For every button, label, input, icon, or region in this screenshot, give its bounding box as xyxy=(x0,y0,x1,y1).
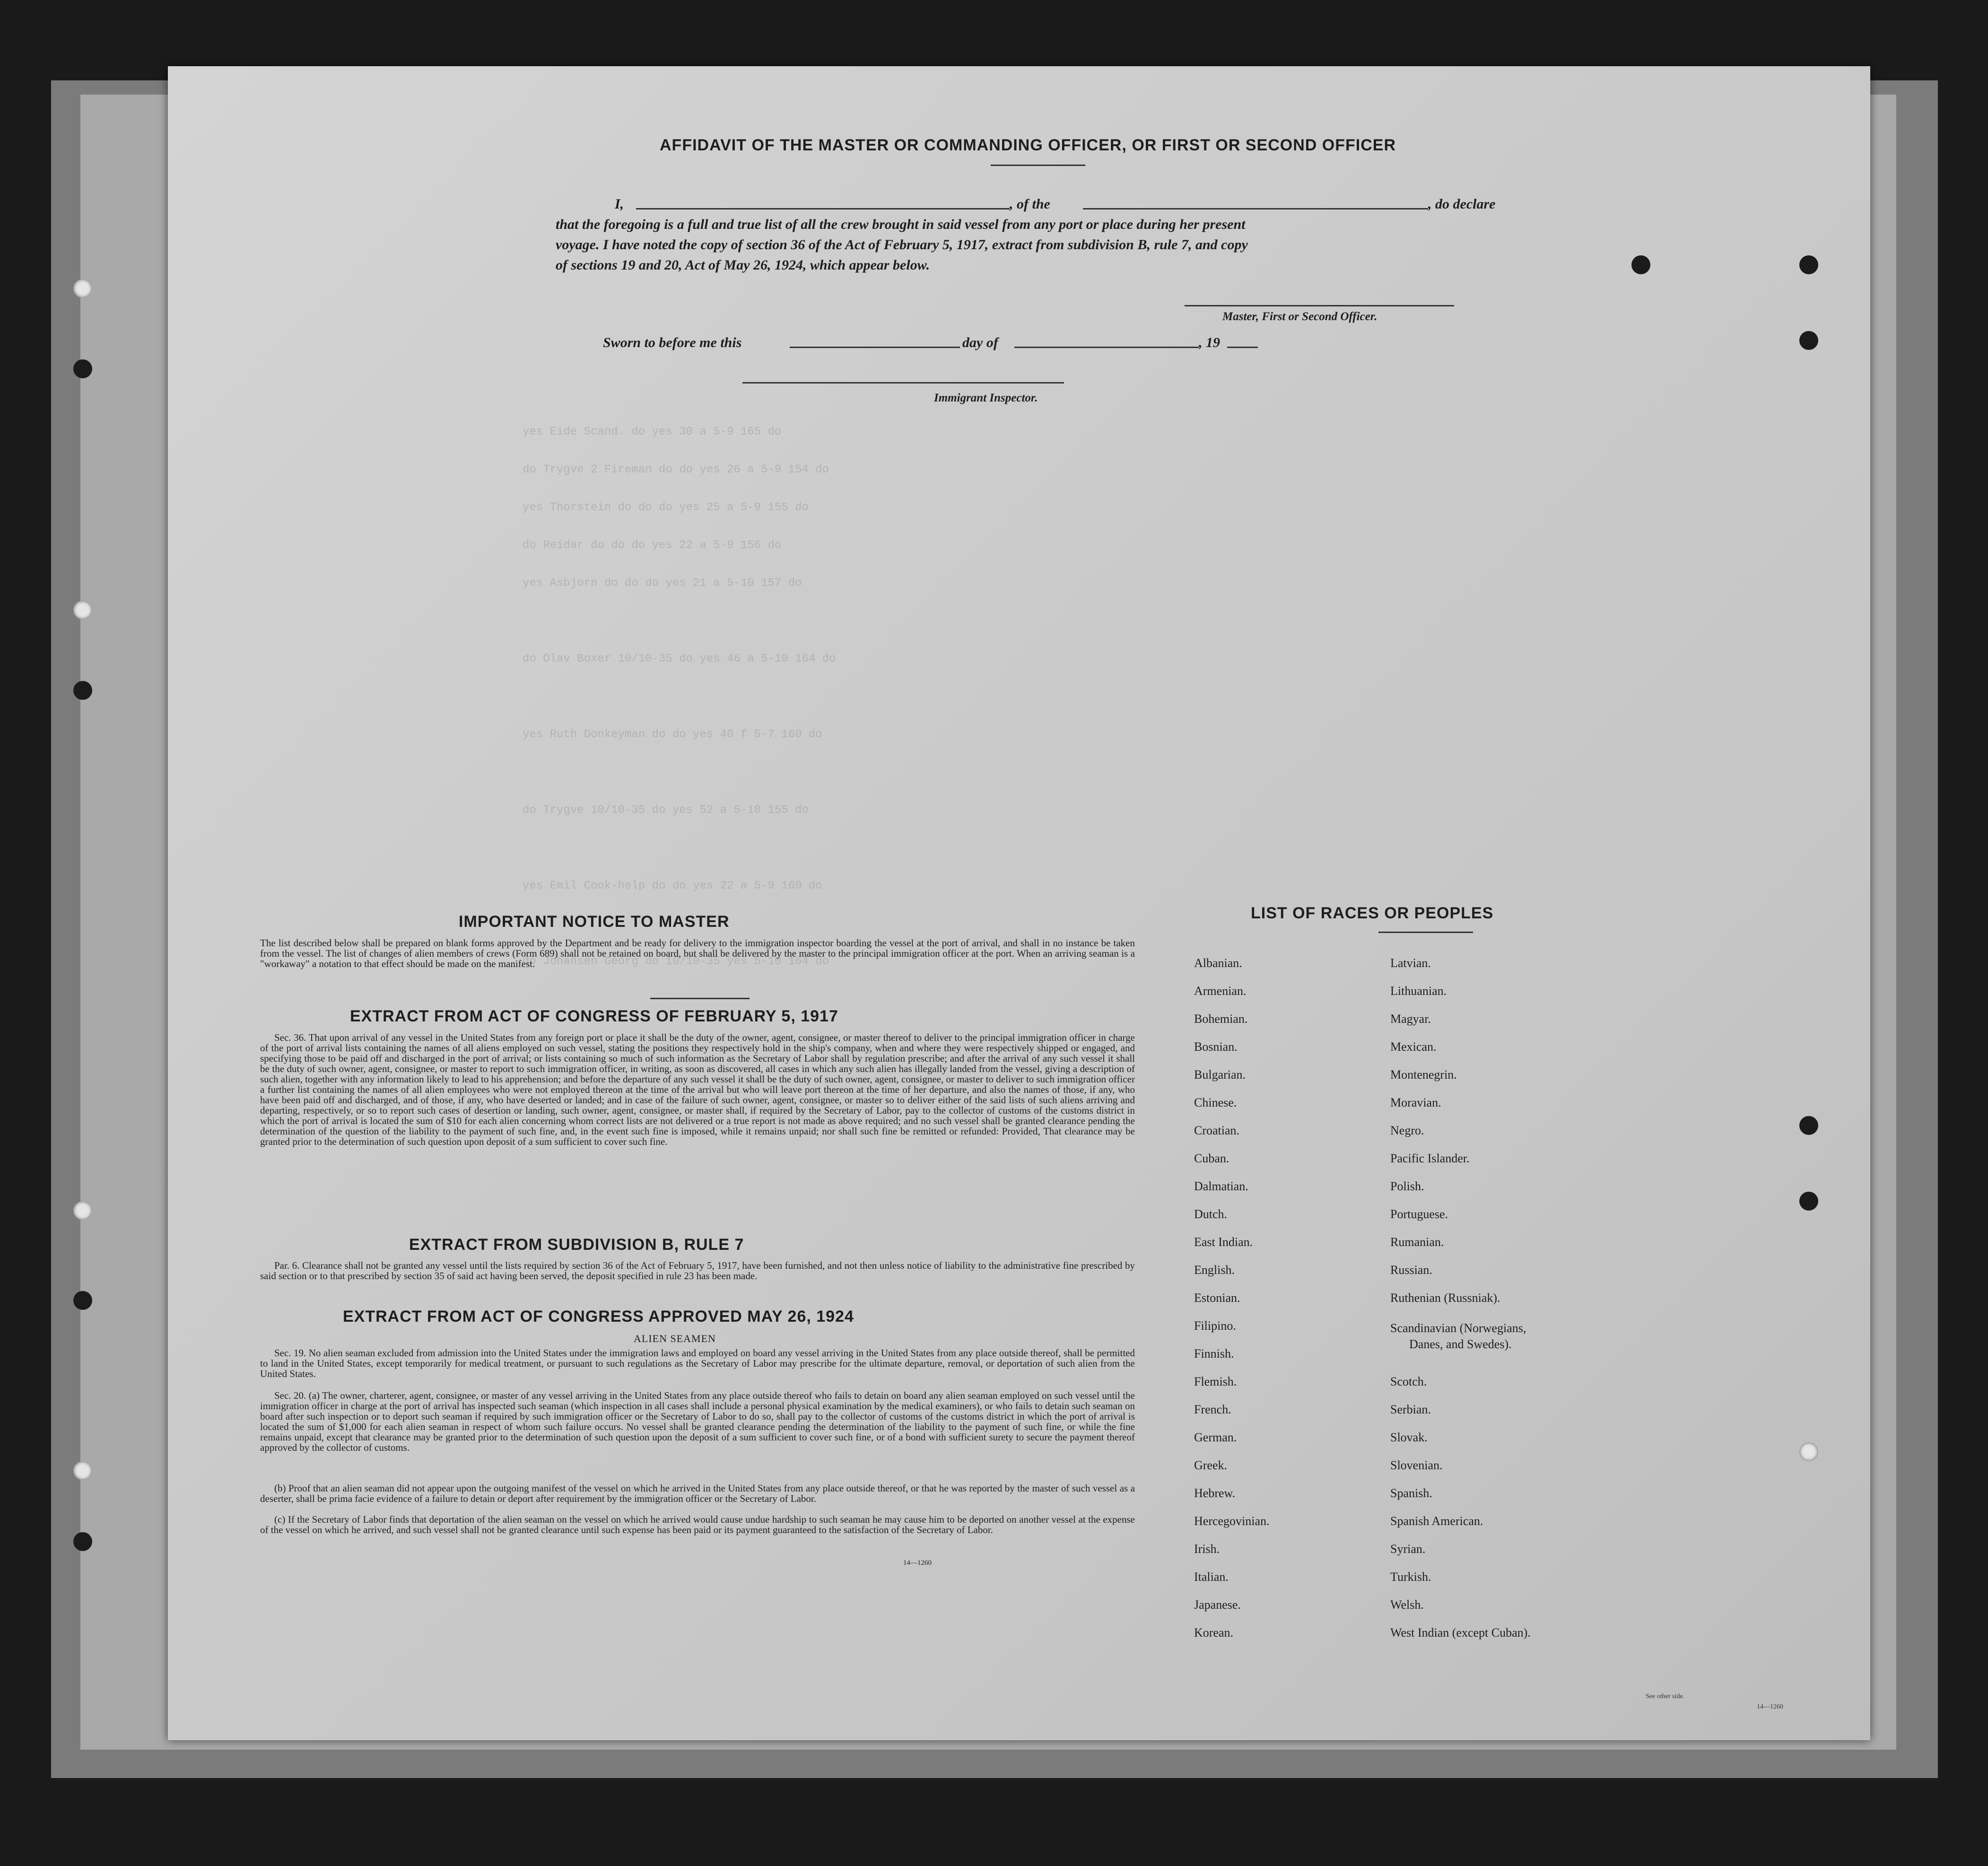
inspector-signature-field[interactable] xyxy=(742,382,1064,384)
punch-hole-icon xyxy=(1799,1442,1818,1461)
master-signature-field[interactable] xyxy=(1185,305,1454,306)
affidavit-of-the: , of the xyxy=(1010,196,1050,212)
races-underline xyxy=(1378,932,1473,933)
extract-rule7-title: EXTRACT FROM SUBDIVISION B, RULE 7 xyxy=(409,1236,744,1254)
affidavit-line-2: that the foregoing is a full and true list of all the crew brought in said vessel from any port or place during her present xyxy=(556,217,1246,232)
title-underline xyxy=(991,165,1085,166)
bleed-through-row: do Johansen Georg do 10/10-35 yes 5-10 164 do xyxy=(523,955,829,968)
bleed-through-row: do Reidar do do do yes 22 a 5-9 156 do xyxy=(523,539,782,552)
race-item: Dalmatian. xyxy=(1194,1179,1248,1193)
extract-1924-sec20b: (b) Proof that an alien seaman did not appear upon the outgoing manifest of the vessel on which he arrived in the United States from any place outside thereof, or that he was reported by the master of such vessel as a deserter, shall be prima facie evidence of a failure to detain or deport after requirement by the immigration officer or the Secretary of Labor. xyxy=(260,1482,1135,1504)
race-item: Flemish. xyxy=(1194,1375,1237,1388)
race-item: Greek. xyxy=(1194,1458,1228,1472)
extract-1917-title: EXTRACT FROM ACT OF CONGRESS OF FEBRUARY 5, 1917 xyxy=(350,1007,838,1025)
notice-body: The list described below shall be prepared on blank forms approved by the Department and be ready for delivery to the immigration inspector boarding the vessel at the port of arrival, and shall in no instance be taken from the vessel. The list of changes of alien members of crews (Form 689) shall not be retained on board, but shall be delivered by the master to the principal immigration officer at the port. When an arriving seaman is a "workaway" a notation to that effect should be made on the manifest. xyxy=(260,937,1135,969)
race-item: Slovak. xyxy=(1390,1430,1428,1444)
race-item: Turkish. xyxy=(1390,1570,1431,1584)
punch-hole-icon xyxy=(1631,255,1650,274)
race-item: Irish. xyxy=(1194,1542,1220,1556)
race-item: Lithuanian. xyxy=(1390,984,1447,998)
binder-hole-icon xyxy=(73,1532,92,1551)
race-item: Slovenian. xyxy=(1390,1458,1443,1472)
day-of-label: day of xyxy=(962,335,998,350)
bleed-through-row: do Trygve 10/10-35 do yes 52 a 5-10 155 do xyxy=(523,804,809,817)
binder-hole-icon xyxy=(73,1201,92,1220)
sworn-month-field[interactable] xyxy=(1014,347,1199,348)
binder-hole-icon xyxy=(73,1291,92,1310)
bleed-through-row: yes Thorstein do do do yes 25 a 5-9 155 do xyxy=(523,501,809,514)
race-item: Welsh. xyxy=(1390,1598,1424,1612)
race-item: Hercegovinian. xyxy=(1194,1514,1270,1528)
race-item: Croatian. xyxy=(1194,1124,1240,1137)
sworn-year-field[interactable] xyxy=(1227,347,1258,348)
race-item: Rumanian. xyxy=(1390,1235,1444,1249)
race-item: Mexican. xyxy=(1390,1040,1437,1054)
bleed-through-row: yes Emil Cook-help do do yes 22 a 5-9 160 do xyxy=(523,880,822,892)
race-item: East Indian. xyxy=(1194,1235,1253,1249)
affidavit-declare: , do declare xyxy=(1428,196,1496,212)
race-item-continued: Danes, and Swedes). xyxy=(1409,1337,1512,1351)
sworn-label: Sworn to before me this xyxy=(603,335,742,350)
binder-hole-icon xyxy=(73,359,92,378)
name-blank-field[interactable] xyxy=(636,208,1010,209)
race-item: Dutch. xyxy=(1194,1207,1228,1221)
punch-hole-icon xyxy=(1799,331,1818,350)
race-item: Bosnian. xyxy=(1194,1040,1238,1054)
race-item: Scandinavian (Norwegians, xyxy=(1390,1321,1526,1335)
race-item: Negro. xyxy=(1390,1124,1424,1137)
race-item: Spanish American. xyxy=(1390,1514,1483,1528)
race-item: Ruthenian (Russniak). xyxy=(1390,1291,1500,1305)
race-item: Hebrew. xyxy=(1194,1486,1236,1500)
race-item: Chinese. xyxy=(1194,1096,1237,1109)
notice-title: IMPORTANT NOTICE TO MASTER xyxy=(459,913,730,931)
form-number-corner: 14—1260 xyxy=(1757,1703,1783,1710)
race-item: Magyar. xyxy=(1390,1012,1431,1026)
race-item: Armenian. xyxy=(1194,984,1247,998)
affidavit-title: AFFIDAVIT OF THE MASTER OR COMMANDING OFFICER, OR FIRST OR SECOND OFFICER xyxy=(660,136,1396,154)
race-item: Japanese. xyxy=(1194,1598,1241,1612)
extract-1924-sec19: Sec. 19. No alien seaman excluded from admission into the United States under the immigration laws and employed on board any vessel arriving in the United States from any place outside thereof, shall be permitted to land in the United States, except temporarily for medical treatment, or pursuant to such regulations as the Secretary of Labor may prescribe for the ultimate departure, removal, or deportation of such alien from the United States. xyxy=(260,1347,1135,1379)
race-item: English. xyxy=(1194,1263,1235,1277)
race-item: West Indian (except Cuban). xyxy=(1390,1626,1531,1639)
binder-hole-icon xyxy=(73,601,92,619)
race-item: Serbian. xyxy=(1390,1403,1431,1416)
extract-1924-title: EXTRACT FROM ACT OF CONGRESS APPROVED MAY 26, 1924 xyxy=(343,1308,854,1325)
extract-1924-sec20c: (c) If the Secretary of Labor finds that deportation of the alien seaman on the vessel on which he arrived would cause undue hardship to such seaman he may cause him to be deported on another vessel at the expense of the vessel on which he arrived, and such vessel shall not be granted clearance until such expense has been paid or its payment guaranteed to the satisfaction of the Secretary of Labor. xyxy=(260,1514,1135,1535)
bleed-through-row: do Olav Boxer 10/10-35 do yes 46 a 5-10 164 do xyxy=(523,653,836,665)
race-item: Filipino. xyxy=(1194,1319,1236,1333)
binder-hole-icon xyxy=(73,681,92,700)
race-item: Bohemian. xyxy=(1194,1012,1248,1026)
race-item: Syrian. xyxy=(1390,1542,1426,1556)
race-item: Russian. xyxy=(1390,1263,1432,1277)
race-item: Italian. xyxy=(1194,1570,1229,1584)
race-item: Estonian. xyxy=(1194,1291,1240,1305)
race-item: Polish. xyxy=(1390,1179,1424,1193)
affidavit-line-4: of sections 19 and 20, Act of May 26, 1924, which appear below. xyxy=(556,257,930,273)
binder-hole-icon xyxy=(73,279,92,298)
see-other-side: See other side. xyxy=(1646,1693,1685,1700)
race-item: Montenegrin. xyxy=(1390,1068,1457,1081)
punch-hole-icon xyxy=(1799,1116,1818,1135)
races-title: LIST OF RACES OR PEOPLES xyxy=(1251,904,1494,922)
extract-rule7-body: Par. 6. Clearance shall not be granted any vessel until the lists required by section 36 of the Act of February 5, 1917, have been furnished, and not then unless notice of liability to the administrative fine prescribed by said section or to that prescribed by section 35 of said act having been served, the deposit specified in rule 23 has been made. xyxy=(260,1260,1135,1282)
punch-hole-icon xyxy=(1799,255,1818,274)
race-item: Scotch. xyxy=(1390,1375,1427,1388)
section-divider xyxy=(650,998,750,999)
race-item: Latvian. xyxy=(1390,956,1431,970)
year-label: , 19 xyxy=(1199,335,1220,350)
race-item: Moravian. xyxy=(1390,1096,1441,1109)
race-item: Korean. xyxy=(1194,1626,1234,1639)
race-item: Pacific Islander. xyxy=(1390,1151,1470,1165)
race-item: Cuban. xyxy=(1194,1151,1229,1165)
extract-1917-body: Sec. 36. That upon arrival of any vessel in the United States from any foreign port or place it shall be the duty of the owner, agent, consignee, or master thereof to deliver to the principal immigration officer in charge of the port of arrival lists containing the names of all aliens employed on such vessel, stating the positions they respectively hold in the ship's company, when and where they were respectively shipped or engaged, and specifying those to be paid off and discharged in the port of arrival; or lists containing so much of such information as the Secretary of Labor shall by regulation prescribe; and after the arrival of any such vessel it shall be the duty of such owner, agent, consignee, or master to report to such immigration officer, in writing, as soon as discovered, all cases in which any such alien has illegally landed from the vessel, giving a description of such alien, together with any information likely to lead to his apprehension; and before the departure of any such vessel it shall be the duty of such owner, agent, consignee, or master to deliver to such immigration officer a further list containing the names of all alien employees who were not employed thereon at the time of the arrival but who will leave port thereon at the time of her departure, and also the names of those, if any, who have been paid off and discharged, and of those, if any, who have deserted or landed; and in case of the failure of such owner, agent, consignee, or master so to deliver either of the said lists of such aliens arriving and departing, respectively, or so to report such cases of desertion or landing, such owner, agent, consignee, or master shall, if required by the Secretary of Labor, pay to the collector of customs of the customs district in which the port of arrival is located the sum of $10 for each alien concerning whom correct lists are not delivered or a true report is not made as above required; and no such vessel shall be granted clearance pending the determination of the question of the liability to the payment of such fine, and, in the event such fine is imposed, while it remains unpaid; nor shall such fine be remitted or refunded: Provided, That clearance may be granted prior to the determination of such question upon deposit of a sum sufficient to cover such fine. xyxy=(260,1032,1135,1147)
race-item: Bulgarian. xyxy=(1194,1068,1246,1081)
bleed-through-row: yes Asbjorn do do do yes 21 a 5-10 157 do xyxy=(523,577,802,590)
affidavit-i: I, xyxy=(615,196,624,212)
race-item: Finnish. xyxy=(1194,1347,1234,1360)
bleed-through-row: yes Eide Scand. do yes 30 a 5-9 165 do xyxy=(523,426,782,438)
race-item: Spanish. xyxy=(1390,1486,1432,1500)
vessel-blank-field[interactable] xyxy=(1083,208,1428,209)
document-page xyxy=(168,66,1870,1740)
race-item: French. xyxy=(1194,1403,1231,1416)
bleed-through-row: yes Ruth Donkeyman do do yes 40 f 5-7 160 do xyxy=(523,728,822,741)
race-item: German. xyxy=(1194,1430,1237,1444)
affidavit-line-3: voyage. I have noted the copy of section 36 of the Act of February 5, 1917, extract from subdivision B, rule 7, and copy xyxy=(556,237,1248,253)
form-number: 14—1260 xyxy=(903,1559,932,1567)
bleed-through-row: do Trygve 2 Fireman do do yes 26 a 5-9 154 do xyxy=(523,463,829,476)
race-item: Portuguese. xyxy=(1390,1207,1448,1221)
sworn-day-field[interactable] xyxy=(790,347,960,348)
master-signature-label: Master, First or Second Officer. xyxy=(1222,310,1378,323)
punch-hole-icon xyxy=(1799,1192,1818,1211)
extract-1924-sec20a: Sec. 20. (a) The owner, charterer, agent, consignee, or master of any vessel arriving in the United States from any place outside thereof who fails to detain on board any alien seaman employed on such vessel until the immigration officer in charge at the port of arrival has inspected such seaman (which inspection in all cases shall include a personal physical examination by the medical examiners), or who fails to detain such seaman on board after such inspection or to deport such seaman if required by such immigration officer or the Secretary of Labor to do so, shall pay to the collector of customs of the customs district in which the port of arrival is located the sum of $1,000 for each alien seaman in respect of whom such failure occurs. No vessel shall be granted clearance pending the determination of the liability to the payment of such fine, or while the fine remains unpaid, except that clearance may be granted prior to the determination of such question upon the deposit of a sum sufficient to cover such fine, or of a bond with sufficient surety to secure the payment thereof approved by the collector of customs. xyxy=(260,1390,1135,1453)
race-item: Albanian. xyxy=(1194,956,1242,970)
inspector-signature-label: Immigrant Inspector. xyxy=(934,392,1038,404)
extract-1924-subtitle: ALIEN SEAMEN xyxy=(634,1333,716,1344)
binder-hole-icon xyxy=(73,1461,92,1480)
